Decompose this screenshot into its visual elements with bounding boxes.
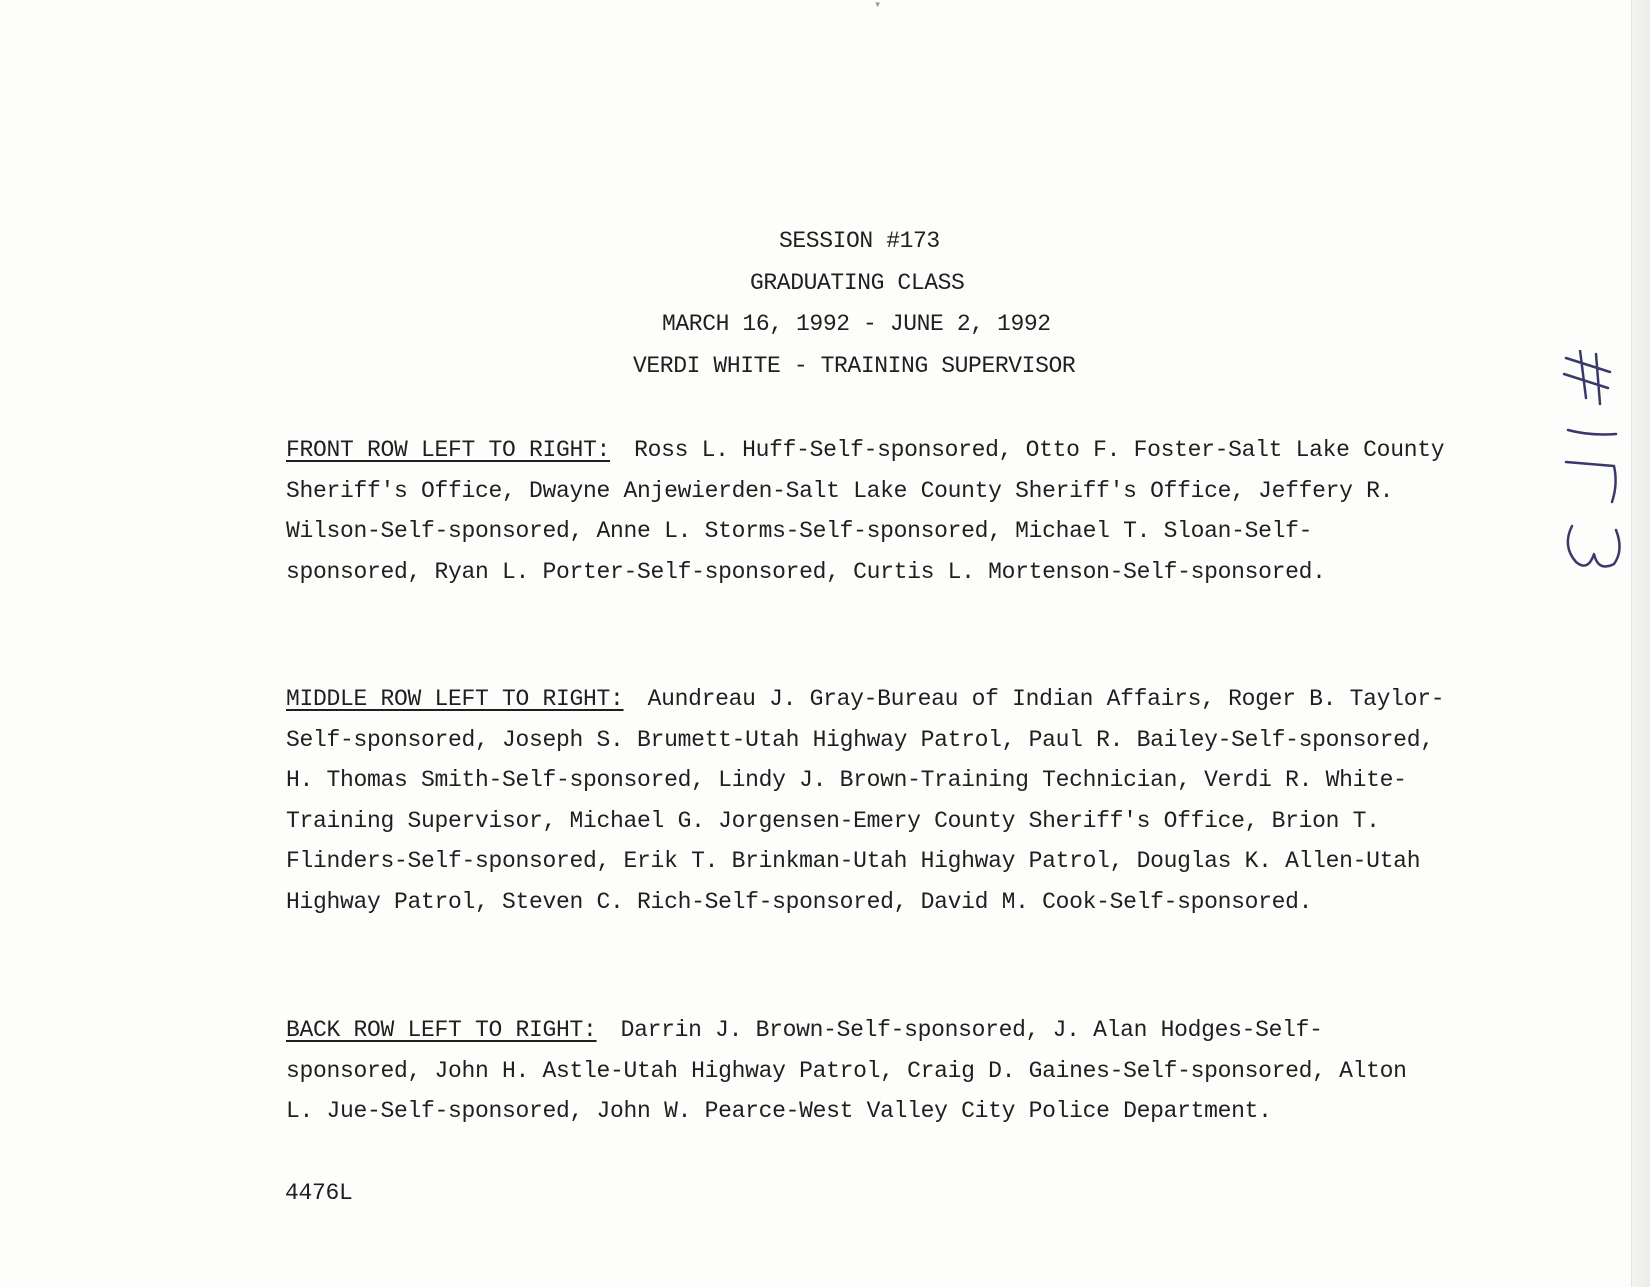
front-row-heading: FRONT ROW LEFT TO RIGHT: — [286, 437, 611, 463]
front-row-paragraph — [286, 430, 1446, 592]
class-title: GRADUATING CLASS — [750, 270, 965, 296]
middle-row-heading: MIDDLE ROW LEFT TO RIGHT: — [286, 686, 624, 712]
middle-row-paragraph — [286, 679, 1446, 922]
document-code: 4476L — [285, 1180, 353, 1206]
front-row-names: Ross L. Huff-Self-sponsored, Otto F. Foster-Salt Lake County Sheriff's Office, Dwayne Anjewierden-Salt Lake County Sheriff's Office, Jeffery R. Wilson-Self-sponsored, Anne L. Storms-Self-sponsored, Michael T. Sloan-Self-sponsored, Ryan L. Porter-Self-sponsored, Curtis L. Mortenson-Self-sponsored. — [286, 437, 1445, 585]
back-row-heading: BACK ROW LEFT TO RIGHT: — [286, 1017, 597, 1043]
handwritten-session-number — [1558, 350, 1628, 580]
date-range: MARCH 16, 1992 - JUNE 2, 1992 — [662, 311, 1051, 337]
back-row-names: Darrin J. Brown-Self-sponsored, J. Alan Hodges-Self-sponsored, John H. Astle-Utah Highway Patrol, Craig D. Gaines-Self-sponsored, Alton L. Jue-Self-sponsored, John W. Pearce-West Valley City Police Department. — [286, 1017, 1407, 1124]
session-title: SESSION #173 — [779, 228, 940, 254]
middle-row-names: Aundreau J. Gray-Bureau of Indian Affairs, Roger B. Taylor-Self-sponsored, Joseph S. Brumett-Utah Highway Patrol, Paul R. Bailey-Self-sponsored, H. Thomas Smith-Self-sponsored, Lindy J. Brown-Training Technician, Verdi R. White-Training Supervisor, Michael G. Jorgensen-Emery County Sheriff's Office, Brion T. Flinders-Self-sponsored, Erik T. Brinkman-Utah Highway Patrol, Douglas K. Allen-Utah Highway Patrol, Steven C. Rich-Self-sponsored, David M. Cook-Self-sponsored. — [286, 686, 1445, 915]
page-edge — [1631, 0, 1650, 1287]
back-row-paragraph — [286, 1010, 1446, 1132]
supervisor-line: VERDI WHITE - TRAINING SUPERVISOR — [633, 353, 1076, 379]
staple-mark: ▾ — [874, 0, 882, 12]
